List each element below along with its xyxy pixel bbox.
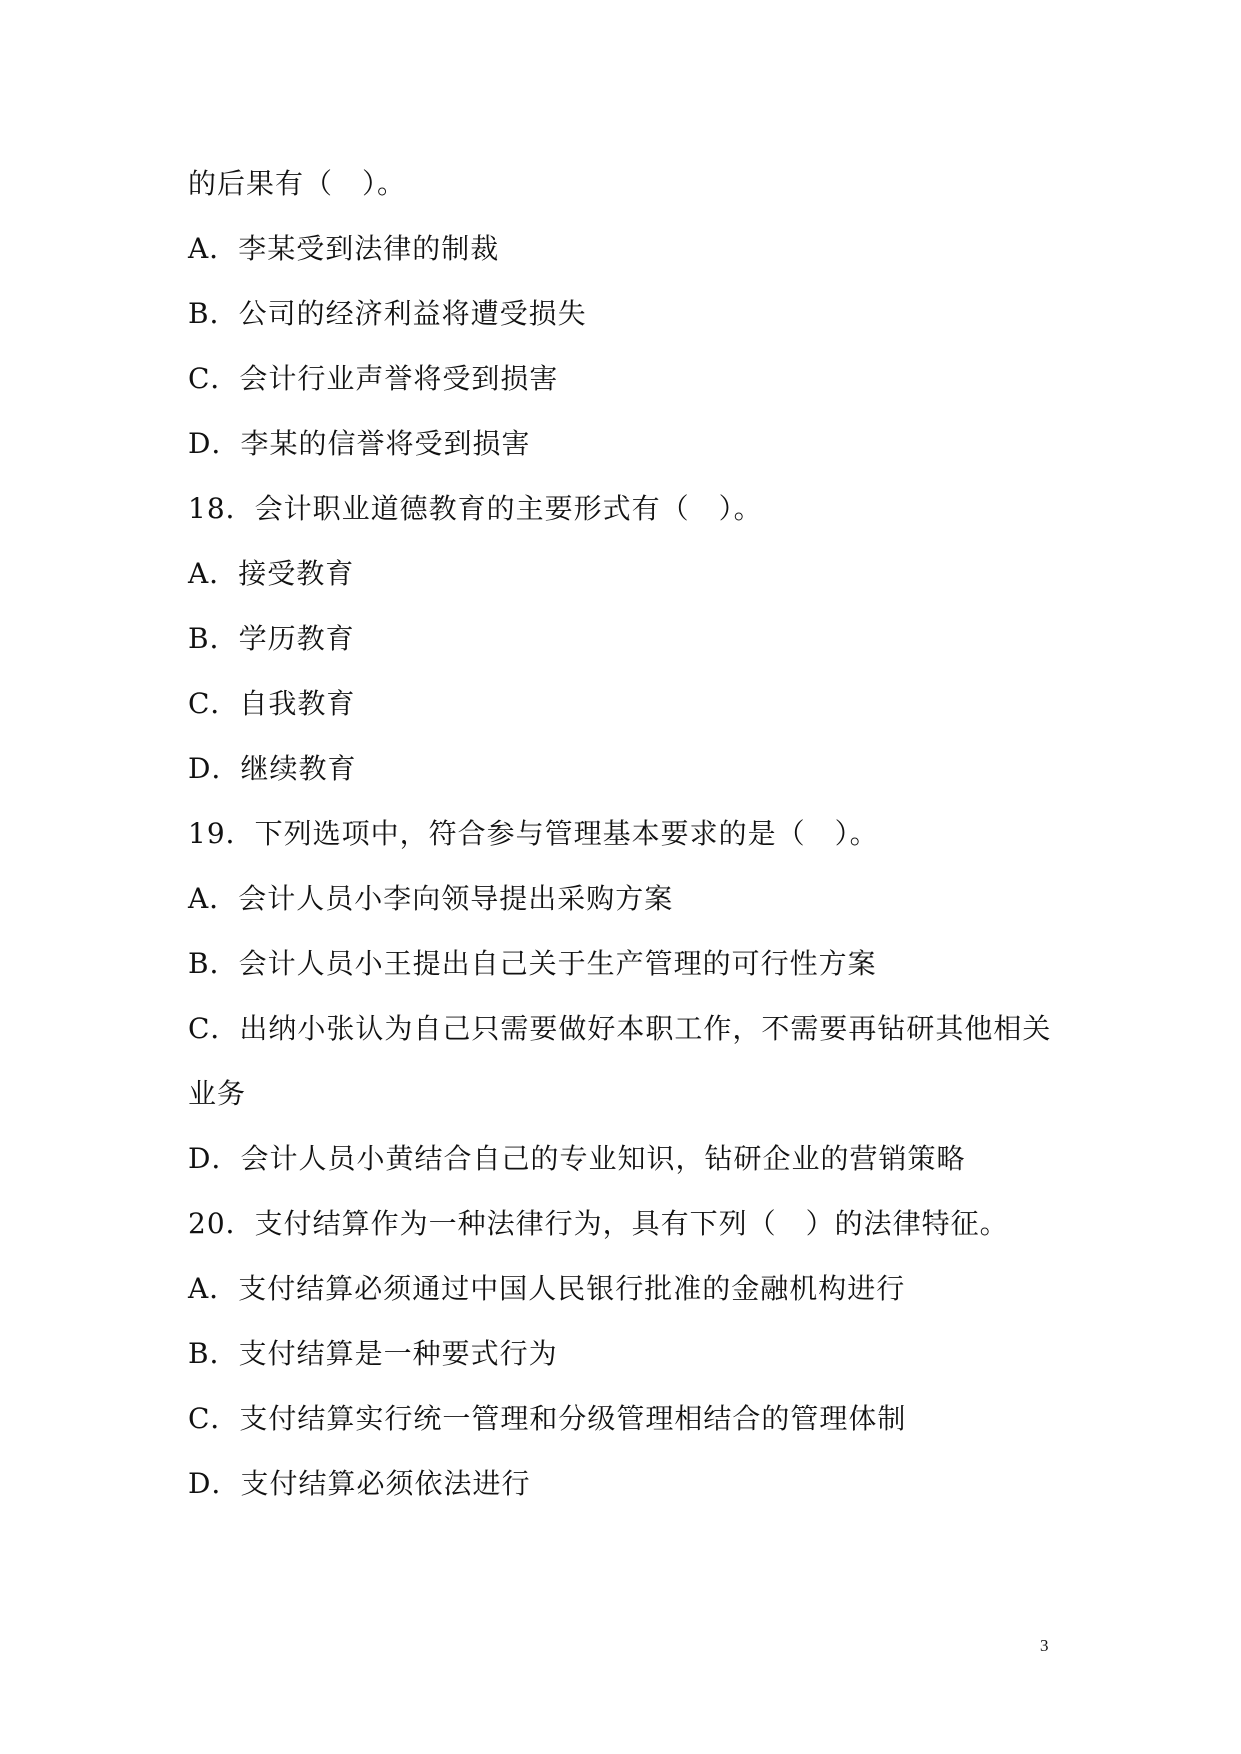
question-18-option-b: B．学历教育 — [188, 622, 355, 655]
question-19-option-a: A．会计人员小李向领导提出采购方案 — [188, 882, 674, 915]
question-18-option-d: D．继续教育 — [188, 752, 357, 785]
question-17-stem-continuation: 的后果有（ ）。 — [188, 167, 407, 200]
question-19-option-c: C．出纳小张认为自己只需要做好本职工作，不需要再钻研其他相关 — [188, 1012, 1052, 1045]
question-19-option-c-continuation: 业务 — [188, 1077, 247, 1110]
question-19-option-d: D．会计人员小黄结合自己的专业知识，钻研企业的营销策略 — [188, 1142, 966, 1175]
question-20-option-a: A．支付结算必须通过中国人民银行批准的金融机构进行 — [188, 1272, 906, 1305]
question-20-option-d: D．支付结算必须依法进行 — [188, 1467, 531, 1500]
question-17-option-b: B．公司的经济利益将遭受损失 — [188, 297, 587, 330]
page-content — [188, 151, 1068, 1516]
question-20-stem: 20．支付结算作为一种法律行为，具有下列（ ）的法律特征。 — [188, 1207, 1009, 1240]
question-18-option-a: A．接受教育 — [188, 557, 355, 590]
question-19-option-b: B．会计人员小王提出自己关于生产管理的可行性方案 — [188, 947, 877, 980]
question-17-option-d: D．李某的信誉将受到损害 — [188, 427, 531, 460]
question-19-stem: 19．下列选项中，符合参与管理基本要求的是（ ）。 — [188, 817, 879, 850]
question-18-option-c: C．自我教育 — [188, 687, 356, 720]
question-17-option-c: C．会计行业声誉将受到损害 — [188, 362, 559, 395]
question-20-option-b: B．支付结算是一种要式行为 — [188, 1337, 558, 1370]
question-20-option-c: C．支付结算实行统一管理和分级管理相结合的管理体制 — [188, 1402, 907, 1435]
question-17-option-a: A．李某受到法律的制裁 — [188, 232, 500, 265]
page-number: 3 — [1040, 1636, 1049, 1655]
question-18-stem: 18．会计职业道德教育的主要形式有（ ）。 — [188, 492, 763, 525]
